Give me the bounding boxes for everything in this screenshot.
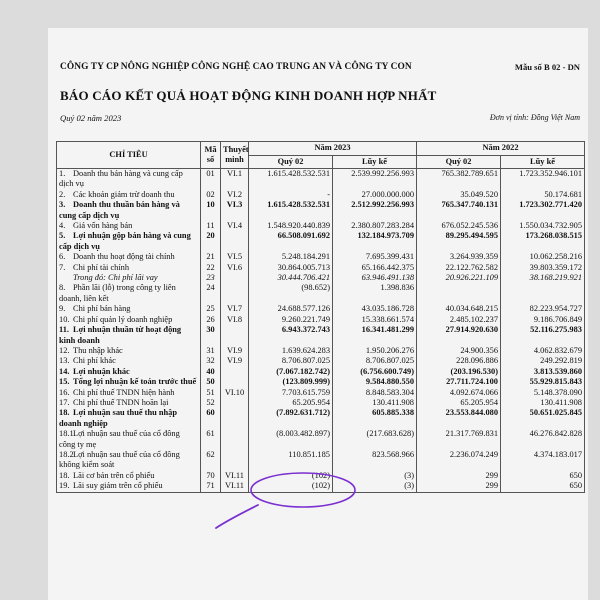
row-number: 18.1	[59, 429, 74, 439]
value-q2-2022: 228.096.886	[417, 356, 501, 366]
row-label-cell	[57, 367, 201, 377]
row-code: 20	[201, 231, 221, 252]
value-ytd-2023: 2.512.992.256.993	[333, 200, 417, 221]
table-row	[57, 325, 585, 346]
value-ytd-2023: 16.341.481.299	[333, 325, 417, 346]
row-note: VI.11	[221, 471, 249, 481]
value-q2-2022: 27.914.920.630	[417, 325, 501, 346]
value-q2-2023: 9.260.221.749	[249, 315, 333, 325]
row-label: Lợi nhuận sau thuế của cổ đông không kiểm soát	[59, 449, 180, 470]
value-ytd-2022: 46.276.842.828	[501, 429, 585, 450]
row-label-cell	[57, 231, 201, 252]
table-row	[57, 346, 585, 356]
row-label-cell	[57, 200, 201, 221]
table-row	[57, 315, 585, 325]
row-label: Lợi nhuận sau thuế của cổ đông công ty mẹ	[59, 429, 180, 449]
value-ytd-2023: 8.706.807.025	[333, 356, 417, 366]
row-label: Tổng lợi nhuận kế toán trước thuế	[73, 377, 197, 387]
row-label-cell	[57, 221, 201, 231]
value-q2-2023: -	[249, 190, 333, 200]
row-code: 50	[201, 377, 221, 387]
value-ytd-2022: 38.168.219.921	[501, 273, 585, 283]
row-note	[221, 429, 249, 450]
header-quarter-2023: Quý 02	[249, 156, 333, 169]
row-number: 7.	[59, 262, 66, 272]
value-ytd-2023: (6.756.600.749)	[333, 367, 417, 377]
value-q2-2023: 30.444.706.421	[249, 273, 333, 283]
value-q2-2022: 765.347.740.131	[417, 200, 501, 221]
value-ytd-2023: 63.946.491.138	[333, 273, 417, 283]
table-row	[57, 377, 585, 387]
value-q2-2022: 23.553.844.080	[417, 408, 501, 429]
row-label-cell	[57, 450, 201, 471]
row-label-cell	[57, 252, 201, 262]
header-quarter-2022: Quý 02	[417, 156, 501, 169]
row-label: Trong đó: Chi phí lãi vay	[73, 273, 158, 283]
header-year-2022: Năm 2022	[417, 142, 585, 156]
value-ytd-2022: 1.723.352.946.101	[501, 169, 585, 190]
row-note: VI.1	[221, 169, 249, 190]
row-label-cell	[57, 377, 201, 387]
row-label: Lợi nhuận khác	[73, 366, 130, 376]
row-code: 31	[201, 346, 221, 356]
row-label: Doanh thu thuần bán hàng và cung cấp dịch vụ	[59, 200, 180, 220]
row-label: Doanh thu bán hàng và cung cấp dịch vụ	[59, 169, 183, 189]
row-number: 17.	[59, 397, 70, 407]
table-row	[57, 231, 585, 252]
row-label-cell	[57, 304, 201, 314]
row-label-cell	[57, 283, 201, 304]
value-q2-2022: 4.092.674.066	[417, 388, 501, 398]
table-body	[57, 169, 585, 493]
value-q2-2023: (123.809.999)	[249, 377, 333, 387]
row-code: 24	[201, 283, 221, 304]
value-q2-2023: 5.248.184.291	[249, 252, 333, 262]
value-ytd-2023: (3)	[333, 471, 417, 481]
company-name: CÔNG TY CP NÔNG NGHIỆP CÔNG NGHỆ CAO TRUNG AN VÀ CÔNG TY CON	[60, 62, 412, 72]
row-note	[221, 273, 249, 283]
value-q2-2022	[417, 283, 501, 304]
row-label: Thu nhập khác	[73, 345, 123, 355]
row-code: 70	[201, 471, 221, 481]
table-row	[57, 408, 585, 429]
row-number: 10.	[59, 314, 70, 324]
row-number: 12.	[59, 345, 70, 355]
table-row	[57, 169, 585, 190]
value-q2-2023: 66.508.091.692	[249, 231, 333, 252]
value-q2-2023: 7.703.615.759	[249, 388, 333, 398]
value-ytd-2023: 43.035.186.728	[333, 304, 417, 314]
value-ytd-2022: 650	[501, 471, 585, 481]
row-label: Phần lãi (lỗ) trong công ty liên doanh, liên kết	[59, 283, 176, 303]
row-note	[221, 231, 249, 252]
value-q2-2022: 299	[417, 471, 501, 481]
row-note: VI.10	[221, 388, 249, 398]
row-note: VI.9	[221, 356, 249, 366]
value-q2-2023: (102)	[249, 471, 333, 481]
row-number: 15.	[59, 377, 70, 387]
header-item: CHỈ TIÊU	[57, 142, 201, 169]
value-ytd-2022: 39.803.359.172	[501, 263, 585, 273]
table-row	[57, 200, 585, 221]
row-label-cell	[57, 408, 201, 429]
row-code: 40	[201, 367, 221, 377]
table-row	[57, 367, 585, 377]
value-ytd-2023: (217.683.628)	[333, 429, 417, 450]
table-row	[57, 450, 585, 471]
row-note	[221, 325, 249, 346]
table-row	[57, 252, 585, 262]
value-q2-2023: 1.548.920.440.839	[249, 221, 333, 231]
value-ytd-2023: 605.885.338	[333, 408, 417, 429]
row-label-cell	[57, 315, 201, 325]
value-q2-2023: (8.003.482.897)	[249, 429, 333, 450]
value-q2-2023: (7.067.182.742)	[249, 367, 333, 377]
row-label-cell	[57, 471, 201, 481]
row-code: 60	[201, 408, 221, 429]
table-row	[57, 263, 585, 273]
row-label-cell	[57, 429, 201, 450]
row-label: Lợi nhuận gộp bán hàng và cung cấp dịch vụ	[59, 231, 191, 251]
value-q2-2022: 22.122.762.582	[417, 263, 501, 273]
table-row	[57, 304, 585, 314]
row-label: Lợi nhuận sau thuế thu nhập doanh nghiệp	[59, 408, 178, 428]
row-code: 23	[201, 273, 221, 283]
row-label: Lãi suy giảm trên cổ phiếu	[73, 481, 163, 491]
value-ytd-2022: 3.813.539.860	[501, 367, 585, 377]
value-ytd-2022: 1.723.302.771.420	[501, 200, 585, 221]
value-ytd-2022: 130.411.908	[501, 398, 585, 408]
row-label-cell	[57, 388, 201, 398]
row-code: 01	[201, 169, 221, 190]
row-label: Lãi cơ bản trên cổ phiếu	[73, 470, 155, 480]
row-label-cell	[57, 263, 201, 273]
row-label-cell	[57, 325, 201, 346]
value-ytd-2023: 1.398.836	[333, 283, 417, 304]
row-label-cell	[57, 190, 201, 200]
row-code: 30	[201, 325, 221, 346]
table-row	[57, 481, 585, 492]
value-q2-2022: 27.711.724.100	[417, 377, 501, 387]
value-ytd-2022	[501, 283, 585, 304]
form-code: Mẫu số B 02 - DN	[514, 62, 580, 72]
value-ytd-2022: 4.374.183.017	[501, 450, 585, 471]
row-note	[221, 377, 249, 387]
value-q2-2022: 40.034.648.215	[417, 304, 501, 314]
value-ytd-2022: 650	[501, 481, 585, 492]
table-row	[57, 273, 585, 283]
row-code: 51	[201, 388, 221, 398]
highlight-stroke	[216, 505, 258, 528]
row-label: Chi phí quản lý doanh nghiệp	[73, 314, 173, 324]
row-code: 62	[201, 450, 221, 471]
row-code: 32	[201, 356, 221, 366]
row-note: VI.5	[221, 252, 249, 262]
value-ytd-2022: 1.550.034.732.905	[501, 221, 585, 231]
value-ytd-2023: 130.411.908	[333, 398, 417, 408]
value-q2-2022: 20.926.221.109	[417, 273, 501, 283]
row-note: VI.4	[221, 221, 249, 231]
row-label-cell	[57, 398, 201, 408]
value-q2-2023: 6.943.372.743	[249, 325, 333, 346]
row-number: 19.	[59, 481, 70, 491]
table-row	[57, 429, 585, 450]
value-ytd-2023: 9.584.880.550	[333, 377, 417, 387]
currency-unit: Đơn vị tính: Đồng Việt Nam	[489, 113, 580, 122]
value-q2-2023: 1.615.428.532.531	[249, 200, 333, 221]
row-note	[221, 450, 249, 471]
row-note: VI.2	[221, 190, 249, 200]
value-q2-2023: 30.864.005.713	[249, 263, 333, 273]
row-code: 52	[201, 398, 221, 408]
table-row	[57, 356, 585, 366]
row-note: VI.7	[221, 304, 249, 314]
table-row	[57, 398, 585, 408]
table-row	[57, 283, 585, 304]
row-number: 14.	[59, 366, 70, 376]
row-note: VI.11	[221, 481, 249, 492]
header-ytd-2022: Lũy kế	[501, 156, 585, 169]
row-number: 18.2	[59, 449, 74, 459]
value-q2-2022: 2.485.102.237	[417, 315, 501, 325]
row-note	[221, 408, 249, 429]
row-note: VI.6	[221, 263, 249, 273]
value-q2-2023: (102)	[249, 481, 333, 492]
row-note: VI.9	[221, 346, 249, 356]
value-q2-2023: 110.851.185	[249, 450, 333, 471]
row-label-cell	[57, 356, 201, 366]
value-q2-2022: 35.049.520	[417, 190, 501, 200]
value-q2-2022: 24.900.356	[417, 346, 501, 356]
value-ytd-2023: (3)	[333, 481, 417, 492]
row-number: 13.	[59, 356, 70, 366]
row-label-cell	[57, 346, 201, 356]
row-label: Chi phí thuế TNDN hoãn lại	[73, 397, 169, 407]
row-code: 21	[201, 252, 221, 262]
value-ytd-2023: 15.338.661.574	[333, 315, 417, 325]
row-number: 3.	[59, 200, 66, 210]
row-label: Chi phí tài chính	[73, 262, 130, 272]
income-statement-table	[56, 141, 585, 493]
row-number: 16.	[59, 387, 70, 397]
value-ytd-2022: 50.651.025.845	[501, 408, 585, 429]
row-code: 02	[201, 190, 221, 200]
row-label-cell	[57, 481, 201, 492]
row-label: Giá vốn hàng bán	[73, 221, 133, 231]
value-q2-2022: 2.236.074.249	[417, 450, 501, 471]
value-ytd-2022: 173.268.038.515	[501, 231, 585, 252]
row-number: 18.	[59, 408, 70, 418]
value-ytd-2022: 10.062.258.216	[501, 252, 585, 262]
table-row	[57, 471, 585, 481]
row-number: 1.	[59, 169, 66, 178]
row-label: Doanh thu hoạt động tài chính	[73, 252, 175, 262]
row-note	[221, 398, 249, 408]
row-code: 10	[201, 200, 221, 221]
value-q2-2023: 1.615.428.532.531	[249, 169, 333, 190]
row-number: 4.	[59, 221, 66, 231]
value-q2-2022: 299	[417, 481, 501, 492]
value-q2-2023: 8.706.807.025	[249, 356, 333, 366]
row-number: 9.	[59, 304, 66, 314]
value-q2-2022: 3.264.939.359	[417, 252, 501, 262]
header-ytd-2023: Lũy kế	[333, 156, 417, 169]
row-code: 11	[201, 221, 221, 231]
value-q2-2023: 24.688.577.126	[249, 304, 333, 314]
row-number: 8.	[59, 283, 66, 293]
row-number: 5.	[59, 231, 66, 241]
value-q2-2022: 21.317.769.831	[417, 429, 501, 450]
row-code: 25	[201, 304, 221, 314]
value-ytd-2023: 2.380.807.283.284	[333, 221, 417, 231]
header-year-2023: Năm 2023	[249, 142, 417, 156]
value-q2-2022: (203.196.530)	[417, 367, 501, 377]
value-ytd-2022: 9.186.706.849	[501, 315, 585, 325]
report-title: BÁO CÁO KẾT QUẢ HOẠT ĐỘNG KINH DOANH HỢP NHẤT	[60, 88, 437, 103]
value-q2-2022: 676.052.245.536	[417, 221, 501, 231]
row-note	[221, 283, 249, 304]
value-q2-2023: 1.639.624.283	[249, 346, 333, 356]
header-note: Thuyết minh	[221, 142, 249, 169]
value-q2-2022: 89.295.494.595	[417, 231, 501, 252]
value-ytd-2023: 8.848.583.304	[333, 388, 417, 398]
value-ytd-2022: 55.929.815.843	[501, 377, 585, 387]
value-ytd-2022: 52.116.275.983	[501, 325, 585, 346]
header-code: Mã số	[201, 142, 221, 169]
value-q2-2023: (7.892.631.712)	[249, 408, 333, 429]
row-label: Chi phí thuế TNDN hiện hành	[73, 387, 175, 397]
report-period: Quý 02 năm 2023	[60, 113, 122, 123]
row-label-cell	[57, 273, 201, 283]
value-q2-2022: 65.205.954	[417, 398, 501, 408]
row-number: 6.	[59, 252, 66, 262]
value-ytd-2023: 823.568.966	[333, 450, 417, 471]
value-ytd-2022: 5.148.378.090	[501, 388, 585, 398]
value-ytd-2023: 7.695.399.431	[333, 252, 417, 262]
row-label: Lợi nhuận thuần từ hoạt động kinh doanh	[59, 325, 182, 345]
row-code: 71	[201, 481, 221, 492]
table-row	[57, 388, 585, 398]
row-label: Chi phí bán hàng	[73, 304, 131, 314]
value-ytd-2022: 249.292.819	[501, 356, 585, 366]
value-ytd-2022: 50.174.681	[501, 190, 585, 200]
document-page	[48, 28, 588, 600]
value-q2-2022: 765.382.789.651	[417, 169, 501, 190]
row-number: 18.	[59, 470, 70, 480]
value-ytd-2023: 2.539.992.256.993	[333, 169, 417, 190]
row-note: VI.3	[221, 200, 249, 221]
row-code: 61	[201, 429, 221, 450]
value-ytd-2022: 82.223.954.727	[501, 304, 585, 314]
row-note	[221, 367, 249, 377]
value-q2-2023: (98.652)	[249, 283, 333, 304]
row-label: Các khoản giảm trừ doanh thu	[73, 189, 175, 199]
value-ytd-2023: 65.166.442.375	[333, 263, 417, 273]
row-number: 11.	[59, 325, 70, 335]
value-ytd-2022: 4.062.832.679	[501, 346, 585, 356]
row-note: VI.8	[221, 315, 249, 325]
row-code: 26	[201, 315, 221, 325]
value-ytd-2023: 27.000.000.000	[333, 190, 417, 200]
value-q2-2023: 65.205.954	[249, 398, 333, 408]
row-number: 2.	[59, 189, 66, 199]
row-code: 22	[201, 263, 221, 273]
row-label-cell	[57, 169, 201, 190]
value-ytd-2023: 132.184.973.709	[333, 231, 417, 252]
value-ytd-2023: 1.950.206.276	[333, 346, 417, 356]
row-label: Chi phí khác	[73, 356, 116, 366]
table-row	[57, 221, 585, 231]
table-row	[57, 190, 585, 200]
